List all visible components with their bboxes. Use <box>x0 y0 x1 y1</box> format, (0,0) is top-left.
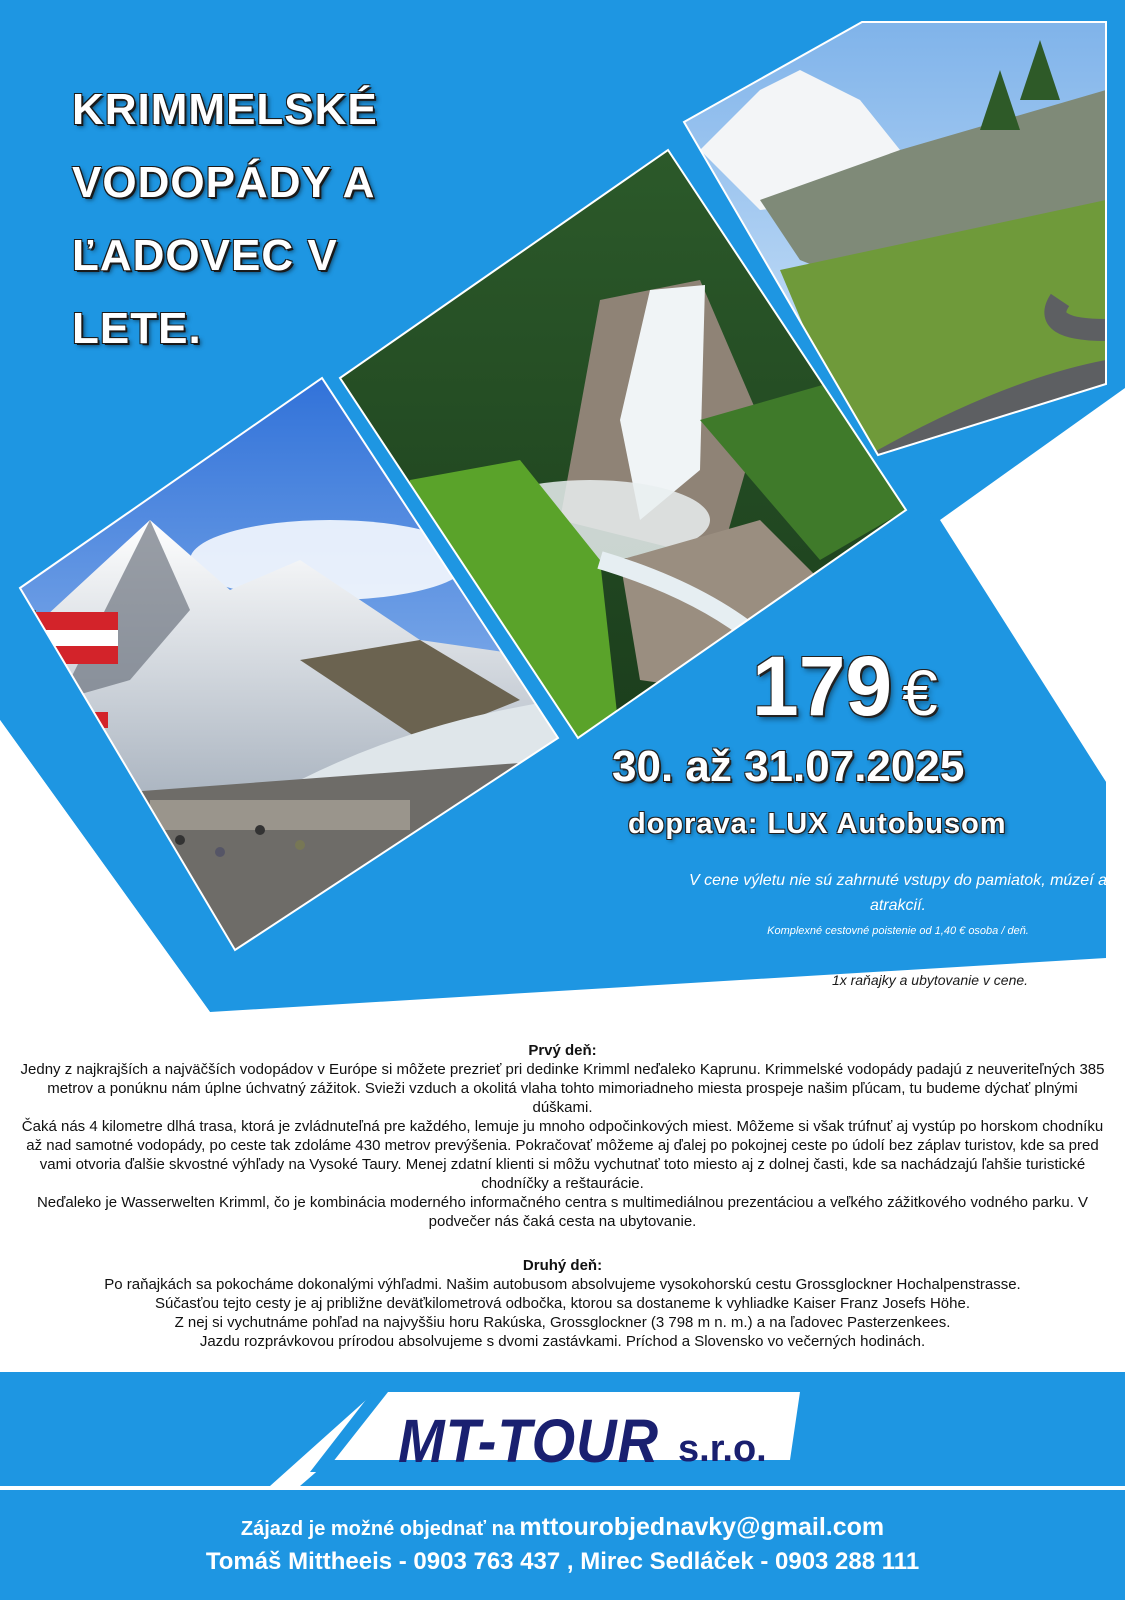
day2-line-1: Po raňajkách sa pokocháme dokonalými výhľadmi. Našim autobusom absolvujeme vysokohorskú cestu Grossglockner Hochalpenstrasse. <box>104 1276 1021 1293</box>
day2-line-4: Jazdu rozprávkovou prírodou absolvujeme s dvomi zastávkami. Príchod a Slovensko vo večerných hodinách. <box>199 1333 926 1350</box>
itinerary-day2 <box>20 1256 1105 1351</box>
company-suffix: s.r.o. <box>678 1428 767 1470</box>
order-line <box>0 1513 1125 1542</box>
price-currency: € <box>902 657 938 729</box>
price-value: 179 <box>752 639 893 733</box>
company-logo: MT-TOUR <box>398 1406 660 1476</box>
transport-info: doprava: LUX Autobusom <box>628 808 1007 840</box>
tour-dates: 30. až 31.07.2025 <box>612 742 965 791</box>
title-line-3: ĽADOVEC V <box>72 231 338 280</box>
itinerary-day1 <box>20 1041 1105 1231</box>
day1-paragraph-3: Neďaleko je Wasserwelten Krimml, čo je kombinácia moderného informačného centra s multimediálnou prezentáciou a veľkého zážitkového vodného parku. V podvečer nás čaká cesta na ubytovanie. <box>36 1194 1089 1230</box>
day1-paragraph-2: Čaká nás 4 kilometre dlhá trasa, ktorá je zvládnuteľná pre každého, lemuje ju mnoho odpočinkových miest. Môžeme si však trúfnuť aj vystúp po horskom chodníku až nad samotné vodopády, po ceste tak zdoláme 430 metrov prevýšenia. Pokračovať môžeme aj ďalej po pokojnej ceste po údolí bez záplav turistov, kde sa pred vami otvoria ďalšie skvostné výhľady na Vysoké Taury. Menej zdatní klienti si môžu vychutnať toto miesto aj z dolnej časti, kde sa nachádzajú ľahšie turistické chodníčky a reštaurácie. <box>21 1118 1104 1192</box>
excluded-note: V cene výletu nie sú zahrnuté vstupy do pamiatok, múzeí a atrakcií. <box>688 872 1107 914</box>
insurance-note: Komplexné cestovné poistenie od 1,40 € osoba / deň. <box>767 925 1029 937</box>
title-line-1: KRIMMELSKÉ <box>72 85 378 134</box>
order-email[interactable]: mttourobjednavky@gmail.com <box>519 1513 885 1541</box>
day1-paragraph-1: Jedny z najkrajších a najväčších vodopádov v Európe si môžete prezrieť pri dedinke Krimml neďaleko Kaprunu. Krimmelské vodopády padajú z neuveriteľných 385 metrov a ponúknu nám úplne úchvatný zážitok. Svieži vzduch a okolitá vlaha tohto mimoriadneho miesta prospeje našim pľúcam, tu budeme dýchať plnými dúškami. <box>20 1061 1105 1116</box>
day2-line-3: Z nej si vychutnáme pohľad na najvyššiu horu Rakúska, Grossglockner (3 798 m n. m.) a na ľadovec Pasterzenkees. <box>174 1314 951 1331</box>
day2-heading: Druhý deň: <box>522 1257 603 1274</box>
included-note: 1x raňajky a ubytovanie v cene. <box>831 972 1029 988</box>
day1-heading: Prvý deň: <box>528 1042 597 1059</box>
title-line-2: VODOPÁDY A <box>72 158 376 207</box>
contact-phones: Tomáš Mittheeis - 0903 763 437 , Mirec Sedláček - 0903 288 111 <box>205 1548 920 1575</box>
day2-line-2: Súčasťou tejto cesty je aj približne deväťkilometrová odbočka, ktorou sa dostaneme k vyhliadke Kaiser Franz Josefs Höhe. <box>155 1295 970 1312</box>
order-label: Zájazd je možné objednať na <box>240 1518 515 1540</box>
price <box>752 638 938 735</box>
title-line-4: LETE. <box>72 304 202 353</box>
